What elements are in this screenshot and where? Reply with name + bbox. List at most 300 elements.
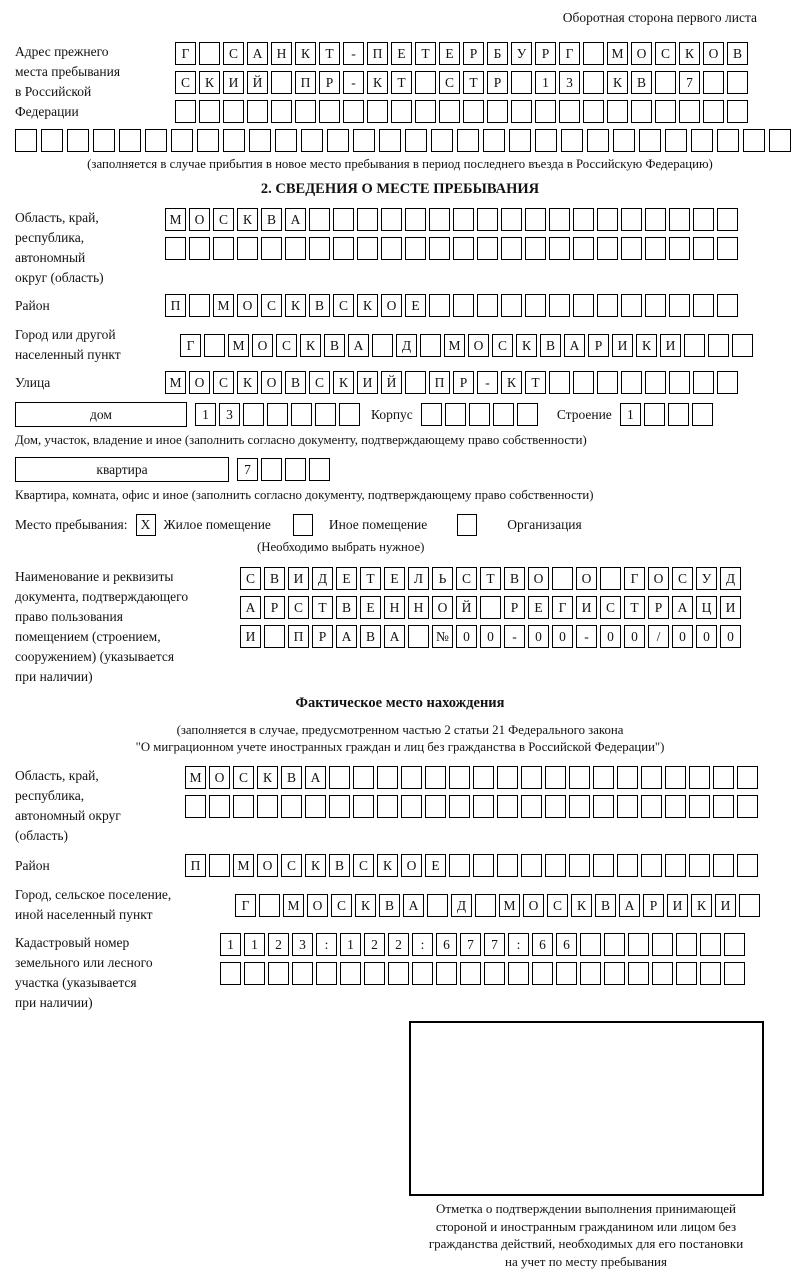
char-cell[interactable] [259,894,280,917]
char-cell[interactable]: А [285,208,306,231]
char-cell[interactable]: Р [588,334,609,357]
char-cell[interactable] [717,208,738,231]
char-cell[interactable]: В [261,208,282,231]
char-cell[interactable]: У [696,567,717,590]
char-cell[interactable]: А [564,334,585,357]
char-cell[interactable] [453,294,474,317]
char-cell[interactable]: И [715,894,736,917]
char-cell[interactable]: К [691,894,712,917]
char-cell[interactable]: Г [624,567,645,590]
char-cell[interactable]: Н [408,596,429,619]
char-cell[interactable] [628,962,649,985]
char-cell[interactable]: В [727,42,748,65]
char-cell[interactable]: 0 [480,625,501,648]
char-cell[interactable] [333,237,354,260]
char-cell[interactable]: Р [312,625,333,648]
char-cell[interactable]: С [276,334,297,357]
char-cell[interactable]: П [165,294,186,317]
char-cell[interactable]: О [261,371,282,394]
char-cell[interactable] [669,208,690,231]
char-cell[interactable] [425,795,446,818]
char-cell[interactable] [597,237,618,260]
char-cell[interactable] [315,403,336,426]
char-cell[interactable]: Л [408,567,429,590]
char-cell[interactable]: М [185,766,206,789]
char-cell[interactable]: С [547,894,568,917]
char-cell[interactable]: В [360,625,381,648]
char-cell[interactable] [339,403,360,426]
char-cell[interactable]: 1 [195,403,216,426]
char-cell[interactable]: М [499,894,520,917]
char-cell[interactable] [353,795,374,818]
char-cell[interactable] [401,766,422,789]
char-cell[interactable] [301,129,323,152]
char-cell[interactable]: С [223,42,244,65]
char-cell[interactable]: Д [312,567,333,590]
char-cell[interactable] [364,962,385,985]
char-cell[interactable] [665,795,686,818]
char-cell[interactable] [631,100,652,123]
char-cell[interactable]: В [540,334,561,357]
char-cell[interactable] [621,237,642,260]
char-cell[interactable] [621,208,642,231]
char-cell[interactable]: 0 [696,625,717,648]
char-cell[interactable] [617,854,638,877]
char-cell[interactable] [556,962,577,985]
char-cell[interactable] [724,962,745,985]
char-cell[interactable] [247,100,268,123]
char-cell[interactable] [521,854,542,877]
char-cell[interactable]: 6 [436,933,457,956]
char-cell[interactable] [676,962,697,985]
char-cell[interactable]: 0 [552,625,573,648]
char-cell[interactable]: Й [247,71,268,94]
char-cell[interactable]: С [281,854,302,877]
char-cell[interactable] [119,129,141,152]
char-cell[interactable] [477,294,498,317]
checkbox-other-premises[interactable] [293,514,313,536]
char-cell[interactable]: 0 [456,625,477,648]
char-cell[interactable]: С [288,596,309,619]
char-cell[interactable] [353,129,375,152]
char-cell[interactable]: И [240,625,261,648]
char-cell[interactable]: Н [384,596,405,619]
char-cell[interactable] [333,208,354,231]
char-cell[interactable] [391,100,412,123]
char-cell[interactable] [329,766,350,789]
char-cell[interactable]: Т [463,71,484,94]
char-cell[interactable] [460,962,481,985]
char-cell[interactable] [737,795,758,818]
char-cell[interactable] [639,129,661,152]
char-cell[interactable] [717,237,738,260]
char-cell[interactable] [405,208,426,231]
char-cell[interactable] [717,294,738,317]
char-cell[interactable] [473,854,494,877]
char-cell[interactable]: У [511,42,532,65]
char-cell[interactable] [292,962,313,985]
char-cell[interactable] [621,371,642,394]
char-cell[interactable]: О [252,334,273,357]
char-cell[interactable]: Е [336,567,357,590]
char-cell[interactable]: С [309,371,330,394]
char-cell[interactable] [535,129,557,152]
char-cell[interactable] [532,962,553,985]
char-cell[interactable]: И [667,894,688,917]
char-cell[interactable]: К [357,294,378,317]
char-cell[interactable] [237,237,258,260]
char-cell[interactable] [668,403,689,426]
char-cell[interactable] [517,403,538,426]
char-cell[interactable] [319,100,340,123]
char-cell[interactable]: И [223,71,244,94]
char-cell[interactable] [652,962,673,985]
char-cell[interactable]: В [379,894,400,917]
char-cell[interactable]: К [377,854,398,877]
char-cell[interactable] [549,371,570,394]
char-cell[interactable] [309,458,330,481]
char-cell[interactable]: М [213,294,234,317]
char-cell[interactable]: П [367,42,388,65]
char-cell[interactable]: С [600,596,621,619]
char-cell[interactable] [408,625,429,648]
char-cell[interactable]: Р [643,894,664,917]
char-cell[interactable] [493,403,514,426]
char-cell[interactable] [569,795,590,818]
char-cell[interactable]: - [504,625,525,648]
checkbox-residential[interactable]: X [136,514,156,536]
char-cell[interactable]: С [175,71,196,94]
char-cell[interactable]: С [655,42,676,65]
char-cell[interactable]: А [672,596,693,619]
char-cell[interactable] [569,854,590,877]
char-cell[interactable] [15,129,37,152]
char-cell[interactable] [453,208,474,231]
char-cell[interactable]: А [305,766,326,789]
char-cell[interactable]: 1 [220,933,241,956]
char-cell[interactable]: С [213,208,234,231]
char-cell[interactable] [261,458,282,481]
char-cell[interactable] [552,567,573,590]
char-cell[interactable]: И [576,596,597,619]
char-cell[interactable] [737,766,758,789]
char-cell[interactable] [597,371,618,394]
char-cell[interactable]: 7 [679,71,700,94]
char-cell[interactable]: Ь [432,567,453,590]
char-cell[interactable] [453,237,474,260]
char-cell[interactable] [727,100,748,123]
char-cell[interactable] [593,795,614,818]
char-cell[interactable] [480,596,501,619]
char-cell[interactable] [545,766,566,789]
char-cell[interactable] [93,129,115,152]
char-cell[interactable] [415,100,436,123]
char-cell[interactable] [309,237,330,260]
char-cell[interactable] [665,854,686,877]
char-cell[interactable]: Р [535,42,556,65]
char-cell[interactable]: Е [405,294,426,317]
char-cell[interactable] [487,100,508,123]
char-cell[interactable] [604,933,625,956]
char-cell[interactable]: 7 [237,458,258,481]
char-cell[interactable] [645,237,666,260]
char-cell[interactable] [309,208,330,231]
char-cell[interactable]: И [288,567,309,590]
char-cell[interactable]: В [631,71,652,94]
char-cell[interactable] [717,371,738,394]
char-cell[interactable] [377,766,398,789]
char-cell[interactable] [641,766,662,789]
char-cell[interactable] [285,237,306,260]
char-cell[interactable] [281,795,302,818]
char-cell[interactable] [689,854,710,877]
char-cell[interactable]: 2 [364,933,385,956]
char-cell[interactable] [41,129,63,152]
char-cell[interactable]: Р [453,371,474,394]
char-cell[interactable]: К [237,208,258,231]
char-cell[interactable] [593,854,614,877]
char-cell[interactable]: К [295,42,316,65]
char-cell[interactable] [264,625,285,648]
char-cell[interactable]: Д [396,334,417,357]
char-cell[interactable] [655,100,676,123]
char-cell[interactable] [372,334,393,357]
char-cell[interactable]: К [237,371,258,394]
char-cell[interactable] [469,403,490,426]
char-cell[interactable]: Е [439,42,460,65]
char-cell[interactable]: С [456,567,477,590]
char-cell[interactable]: - [576,625,597,648]
char-cell[interactable]: 7 [484,933,505,956]
char-cell[interactable] [587,129,609,152]
char-cell[interactable]: Г [180,334,201,357]
char-cell[interactable]: В [281,766,302,789]
char-cell[interactable]: Д [720,567,741,590]
char-cell[interactable]: М [165,208,186,231]
char-cell[interactable] [549,237,570,260]
char-cell[interactable] [641,854,662,877]
char-cell[interactable] [477,237,498,260]
char-cell[interactable] [420,334,441,357]
char-cell[interactable]: Е [391,42,412,65]
char-cell[interactable] [689,795,710,818]
char-cell[interactable]: Г [235,894,256,917]
char-cell[interactable] [381,237,402,260]
char-cell[interactable]: Т [415,42,436,65]
char-cell[interactable]: М [233,854,254,877]
char-cell[interactable]: 1 [620,403,641,426]
char-cell[interactable]: 2 [388,933,409,956]
char-cell[interactable]: Е [528,596,549,619]
char-cell[interactable]: М [228,334,249,357]
char-cell[interactable] [285,458,306,481]
char-cell[interactable]: В [595,894,616,917]
char-cell[interactable]: О [237,294,258,317]
char-cell[interactable]: С [233,766,254,789]
char-cell[interactable] [204,334,225,357]
char-cell[interactable] [737,854,758,877]
char-cell[interactable]: П [288,625,309,648]
char-cell[interactable]: К [636,334,657,357]
char-cell[interactable]: С [261,294,282,317]
char-cell[interactable]: Т [312,596,333,619]
char-cell[interactable] [573,208,594,231]
char-cell[interactable]: С [213,371,234,394]
char-cell[interactable] [267,403,288,426]
char-cell[interactable]: О [209,766,230,789]
char-cell[interactable] [305,795,326,818]
char-cell[interactable]: : [508,933,529,956]
char-cell[interactable] [388,962,409,985]
char-cell[interactable]: - [477,371,498,394]
char-cell[interactable]: К [367,71,388,94]
char-cell[interactable] [525,294,546,317]
char-cell[interactable] [713,795,734,818]
char-cell[interactable]: К [607,71,628,94]
char-cell[interactable] [501,237,522,260]
char-cell[interactable] [727,71,748,94]
char-cell[interactable] [477,208,498,231]
char-cell[interactable]: 2 [268,933,289,956]
char-cell[interactable]: Р [463,42,484,65]
char-cell[interactable] [497,854,518,877]
char-cell[interactable]: Д [451,894,472,917]
char-cell[interactable] [329,795,350,818]
char-cell[interactable]: 0 [672,625,693,648]
char-cell[interactable]: А [247,42,268,65]
char-cell[interactable] [693,371,714,394]
checkbox-organization[interactable] [457,514,477,536]
char-cell[interactable] [561,129,583,152]
char-cell[interactable] [692,403,713,426]
char-cell[interactable]: О [528,567,549,590]
char-cell[interactable] [327,129,349,152]
char-cell[interactable]: К [355,894,376,917]
char-cell[interactable]: 0 [600,625,621,648]
char-cell[interactable] [405,237,426,260]
char-cell[interactable]: В [504,567,525,590]
char-cell[interactable] [357,237,378,260]
char-cell[interactable]: Г [552,596,573,619]
char-cell[interactable]: В [309,294,330,317]
char-cell[interactable]: О [703,42,724,65]
char-cell[interactable]: 6 [532,933,553,956]
char-cell[interactable] [691,129,713,152]
char-cell[interactable] [669,371,690,394]
char-cell[interactable] [340,962,361,985]
char-cell[interactable] [291,403,312,426]
char-cell[interactable]: К [679,42,700,65]
char-cell[interactable]: О [257,854,278,877]
char-cell[interactable] [405,129,427,152]
char-cell[interactable] [209,854,230,877]
char-cell[interactable] [511,100,532,123]
char-cell[interactable] [708,334,729,357]
char-cell[interactable] [431,129,453,152]
char-cell[interactable] [175,100,196,123]
char-cell[interactable] [700,933,721,956]
char-cell[interactable]: С [333,294,354,317]
char-cell[interactable] [549,294,570,317]
char-cell[interactable] [244,962,265,985]
char-cell[interactable] [445,403,466,426]
char-cell[interactable]: К [571,894,592,917]
char-cell[interactable] [165,237,186,260]
char-cell[interactable] [621,294,642,317]
char-cell[interactable]: Р [504,596,525,619]
char-cell[interactable] [597,208,618,231]
char-cell[interactable]: С [439,71,460,94]
char-cell[interactable]: О [432,596,453,619]
char-cell[interactable] [223,129,245,152]
char-cell[interactable] [600,567,621,590]
char-cell[interactable]: 3 [292,933,313,956]
char-cell[interactable] [545,795,566,818]
char-cell[interactable]: В [329,854,350,877]
char-cell[interactable]: - [343,71,364,94]
char-cell[interactable] [429,237,450,260]
char-cell[interactable] [189,237,210,260]
char-cell[interactable] [521,795,542,818]
char-cell[interactable]: О [631,42,652,65]
char-cell[interactable] [185,795,206,818]
char-cell[interactable] [381,208,402,231]
char-cell[interactable]: И [357,371,378,394]
char-cell[interactable]: С [672,567,693,590]
char-cell[interactable] [271,71,292,94]
char-cell[interactable]: Е [384,567,405,590]
char-cell[interactable] [628,933,649,956]
char-cell[interactable] [171,129,193,152]
char-cell[interactable]: С [240,567,261,590]
char-cell[interactable] [209,795,230,818]
char-cell[interactable] [353,766,374,789]
char-cell[interactable] [463,100,484,123]
char-cell[interactable] [724,933,745,956]
char-cell[interactable] [593,766,614,789]
char-cell[interactable] [343,100,364,123]
char-cell[interactable] [223,100,244,123]
char-cell[interactable]: / [648,625,669,648]
char-cell[interactable]: К [257,766,278,789]
char-cell[interactable]: И [660,334,681,357]
char-cell[interactable]: Й [381,371,402,394]
char-cell[interactable] [713,854,734,877]
char-cell[interactable] [684,334,705,357]
char-cell[interactable] [652,933,673,956]
char-cell[interactable] [700,962,721,985]
char-cell[interactable] [199,100,220,123]
char-cell[interactable] [617,766,638,789]
char-cell[interactable] [645,294,666,317]
char-cell[interactable] [665,129,687,152]
char-cell[interactable]: Т [391,71,412,94]
char-cell[interactable]: С [331,894,352,917]
char-cell[interactable] [233,795,254,818]
char-cell[interactable] [525,237,546,260]
char-cell[interactable] [449,766,470,789]
char-cell[interactable] [580,933,601,956]
char-cell[interactable]: 7 [460,933,481,956]
char-cell[interactable]: М [607,42,628,65]
char-cell[interactable]: Й [456,596,477,619]
char-cell[interactable]: 1 [535,71,556,94]
char-cell[interactable]: К [501,371,522,394]
char-cell[interactable] [257,795,278,818]
char-cell[interactable] [275,129,297,152]
char-cell[interactable] [743,129,765,152]
char-cell[interactable]: 0 [720,625,741,648]
